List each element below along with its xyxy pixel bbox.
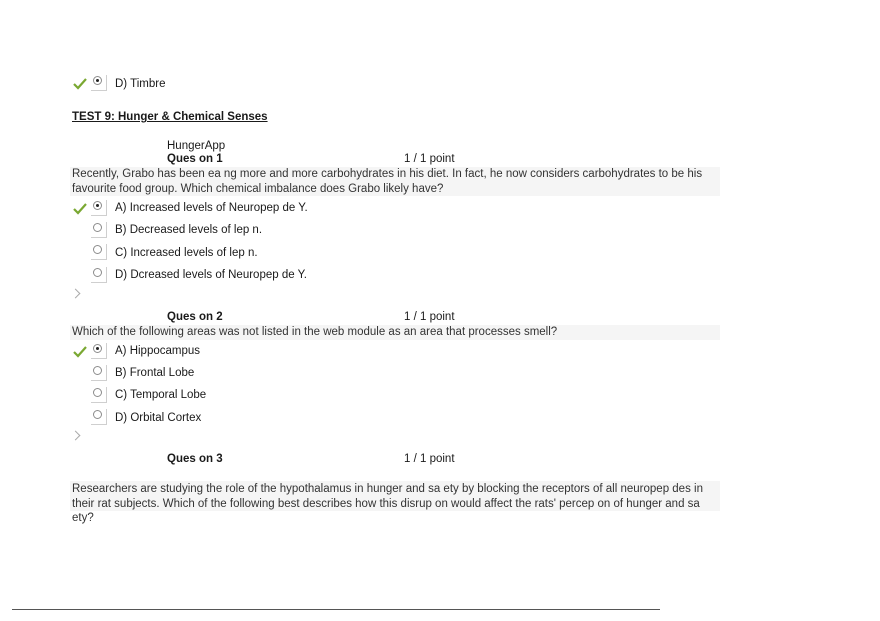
- q2-option-d-radio[interactable]: [91, 409, 107, 425]
- q2-option-b: B) Frontal Lobe: [115, 367, 195, 379]
- q2-option-c: C) Temporal Lobe: [115, 389, 207, 401]
- app-label: HungerApp: [167, 140, 226, 152]
- q1-option-a-radio[interactable]: [91, 200, 107, 216]
- question-1-points: 1 / 1 point: [404, 153, 455, 165]
- q1-option-c: C) Increased levels of lep n.: [115, 247, 258, 259]
- q2-option-a-radio[interactable]: [91, 343, 107, 359]
- q2-option-b-radio[interactable]: [91, 365, 107, 381]
- q1-option-b-radio[interactable]: [91, 222, 107, 238]
- checkmark-icon: [73, 78, 87, 90]
- chevron-right-icon[interactable]: [71, 431, 81, 441]
- question-1-heading: Ques on 1: [167, 153, 223, 165]
- footer-rule: [12, 609, 660, 610]
- q1-option-c-radio[interactable]: [91, 244, 107, 260]
- radio-selected[interactable]: [91, 75, 107, 91]
- question-3-heading: Ques on 3: [167, 453, 223, 465]
- test-title: TEST 9: Hunger & Chemical Senses: [72, 111, 268, 123]
- checkmark-icon: [73, 203, 87, 215]
- checkmark-icon: [73, 346, 87, 358]
- question-2-text: Which of the following areas was not listed in the web module as an area that processes smell?: [72, 326, 558, 338]
- prev-option-d: D) Timbre: [115, 78, 166, 90]
- q1-option-d: D) Dcreased levels of Neuropep de Y.: [115, 269, 307, 281]
- q1-option-b: B) Decreased levels of lep n.: [115, 224, 263, 236]
- q2-option-d: D) Orbital Cortex: [115, 412, 202, 424]
- question-2-heading: Ques on 2: [167, 311, 223, 323]
- q2-option-c-radio[interactable]: [91, 387, 107, 403]
- chevron-right-icon[interactable]: [71, 289, 81, 299]
- q1-option-a: A) Increased levels of Neuropep de Y.: [115, 202, 308, 214]
- q2-option-a: A) Hippocampus: [115, 345, 201, 357]
- q1-option-d-radio[interactable]: [91, 267, 107, 283]
- question-2-points: 1 / 1 point: [404, 311, 455, 323]
- question-1-text: Recently, Grabo has been ea ng more and more carbohydrates in his diet. In fact, he now considers carbohydrates to be his favourite food group. Which chemical imbalance does Grabo likely have?: [72, 168, 703, 195]
- question-3-text: Researchers are studying the role of the hypothalamus in hunger and sa ety by blocking the receptors of all neuropep des in their rat subjects. Which of the following best describes how this disrup on would affect the rats' percep on of hunger and sa ety?: [72, 483, 703, 524]
- question-3-points: 1 / 1 point: [404, 453, 455, 465]
